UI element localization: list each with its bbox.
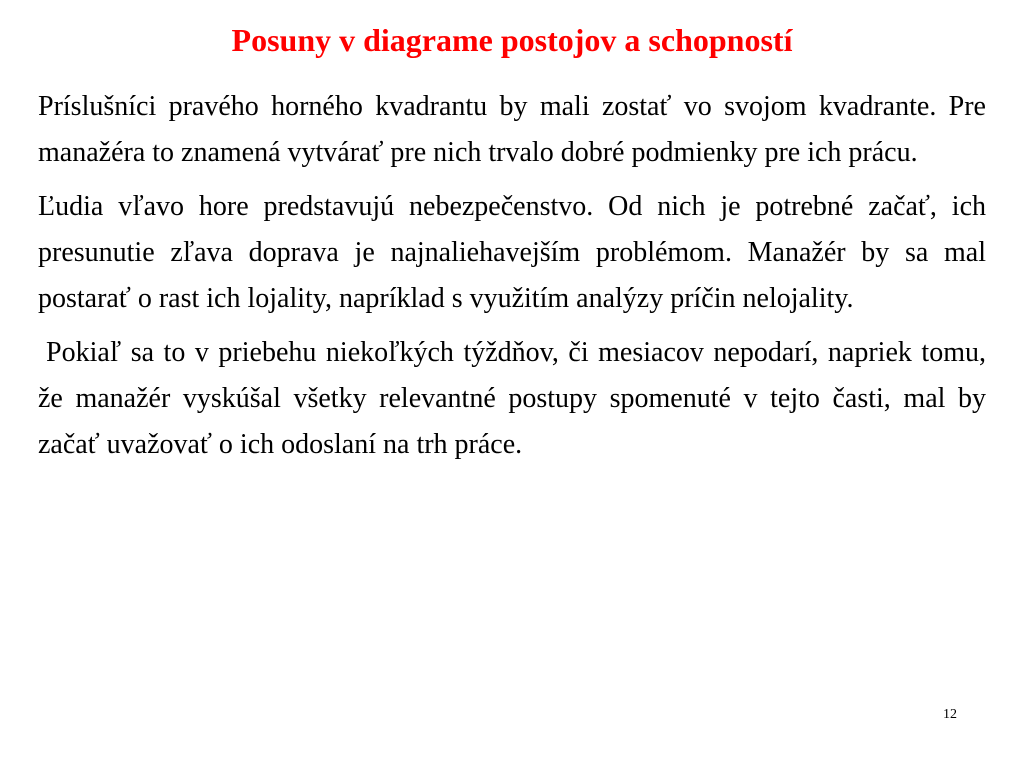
page-number: 12 — [943, 707, 957, 722]
paragraph-top-right-quadrant: Príslušníci pravého horného kvadrantu by mali zostať vo svojom kvadrante. Pre manažéra to znamená vytvárať pre nich trvalo dobré podmienky pre ich prácu. — [38, 91, 986, 168]
slide-title: Posuny v diagrame postojov a schopností — [231, 22, 793, 58]
paragraph-labor-market: Pokiaľ sa to v priebehu niekoľkých týždňov, či mesiacov nepodarí, napriek tomu, že manažér vyskúšal všetky relevantné postupy spomenuté v tejto časti, mal by začať uvažovať o ich odoslaní na trh práce. — [38, 337, 986, 460]
slide-body — [38, 84, 986, 476]
paragraph-top-left-quadrant: Ľudia vľavo hore predstavujú nebezpečenstvo. Od nich je potrebné začať, ich presunutie zľava doprava je najnaliehavejším problémom. Manažér by sa mal postarať o rast ich lojality, napríklad s využitím analýzy príčin nelojality. — [38, 191, 986, 314]
